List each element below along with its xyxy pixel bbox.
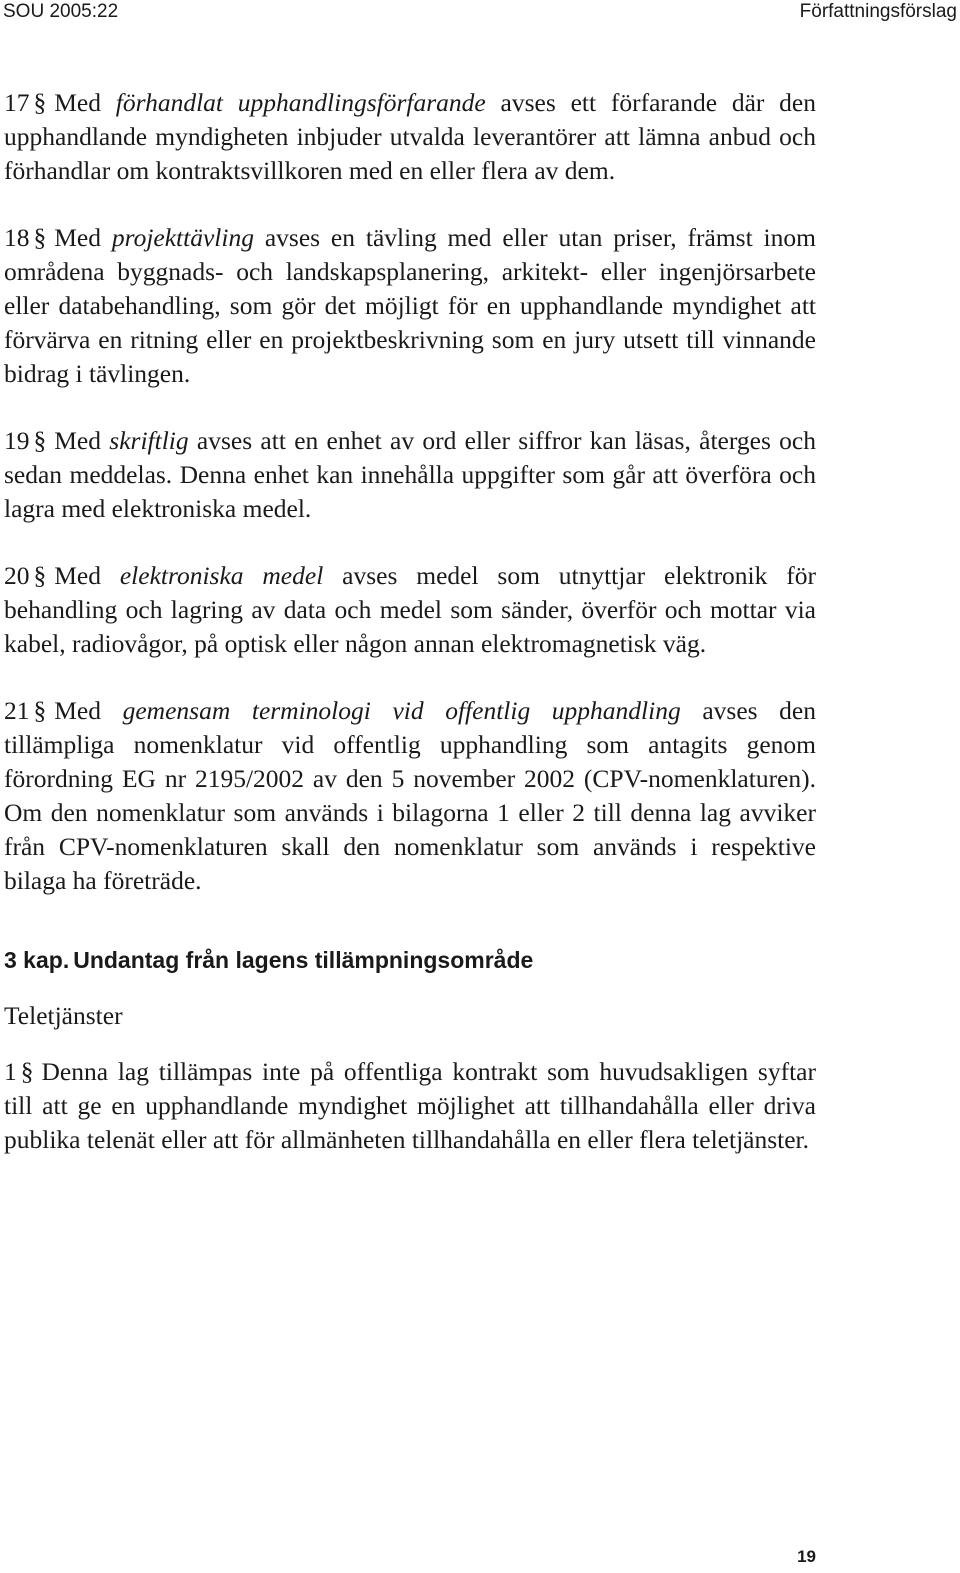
section-sign: § (33, 426, 47, 455)
defined-term: förhandlat upphandlingsförfarande (115, 88, 486, 117)
paragraph-lead: Med (54, 223, 112, 252)
defined-term: elektroniska medel (119, 561, 324, 590)
paragraph-21 (4, 694, 816, 898)
section-heading: Teletjänster (4, 1001, 123, 1030)
page-number: 19 (797, 1547, 816, 1566)
paragraph-number: 18 (4, 223, 30, 252)
defined-term: skriftlig (109, 426, 189, 455)
section-sign: § (33, 561, 47, 590)
defined-term: gemensam terminologi vid offentlig upphandling (122, 696, 681, 725)
paragraph-text: avses ett förfarande där den upphandlande myndigheten inbjuder utvalda leverantörer att lämna anbud och förhandlar om kontraktsvillkoren med en eller flera av dem. (4, 88, 816, 185)
paragraph-number: 20 (4, 561, 30, 590)
paragraph-lead: Med (54, 426, 110, 455)
chapter-title: Undantag från lagens tillämpningsområde (73, 947, 534, 973)
paragraph-text: avses att en enhet av ord eller siffror kan läsas, återges och sedan meddelas. Denna enhet kan innehålla uppgifter som går att överföra och lagra med elektroniska medel. (4, 426, 816, 523)
chapter-paragraph-1 (4, 1055, 816, 1157)
paragraph-number: 21 (4, 696, 30, 725)
paragraph-text: avses medel som utnyttjar elektronik för behandling och lagring av data och medel som sänder, överför och mottar via kabel, radiovågor, på optisk eller någon annan elektromagnetisk väg. (4, 561, 816, 658)
paragraph-text: avses en tävling med eller utan priser, främst inom områdena byggnads- och landskapsplanering, arkitekt- eller ingenjörsarbete eller databehandling, som gör det möjligt för en upphandlande myndighet att förvärva en ritning eller en projektbeskrivning som en jury utsett till vinnande bidrag i tävlingen. (4, 223, 816, 388)
section-sign: § (33, 223, 47, 252)
section-sign: § (33, 696, 47, 725)
paragraph-18 (4, 221, 816, 391)
section-label: Författningsförslag (799, 1, 957, 22)
paragraph-number: 19 (4, 426, 30, 455)
paragraph-17 (4, 86, 816, 188)
paragraph-number: 17 (4, 88, 30, 117)
section-sign: § (33, 88, 47, 117)
section-sign: § (20, 1057, 34, 1086)
running-header (0, 0, 960, 26)
paragraph-text: Denna lag tillämpas inte på offentliga kontrakt som huvudsakligen syftar till att ge en upphandlande myndighet möjlighet att tillhandahålla eller driva publika telenät eller att för allmänheten tillhandahålla en eller flera teletjänster. (4, 1057, 816, 1154)
paragraph-20 (4, 559, 816, 661)
paragraph-lead: Med (54, 561, 120, 590)
paragraph-lead: Med (54, 88, 116, 117)
chapter-number: 3 kap. (4, 947, 70, 973)
document-body (4, 86, 816, 1190)
paragraph-lead: Med (54, 696, 123, 725)
defined-term: projekttävling (111, 223, 254, 252)
report-reference: SOU 2005:22 (3, 1, 119, 22)
paragraph-number: 1 (4, 1057, 17, 1086)
chapter-heading (4, 943, 816, 977)
paragraph-text: avses den tillämpliga nomenklatur vid offentlig upphandling som antagits genom förordning EG nr 2195/2002 av den 5 november 2002 (CPV-nomenklaturen). Om den nomenklatur som används i bilagorna 1 eller 2 till denna lag avviker från CPV-nomenklaturen skall den nomenklatur som används i respektive bilaga ha företräde. (4, 696, 816, 895)
paragraph-19 (4, 424, 816, 526)
